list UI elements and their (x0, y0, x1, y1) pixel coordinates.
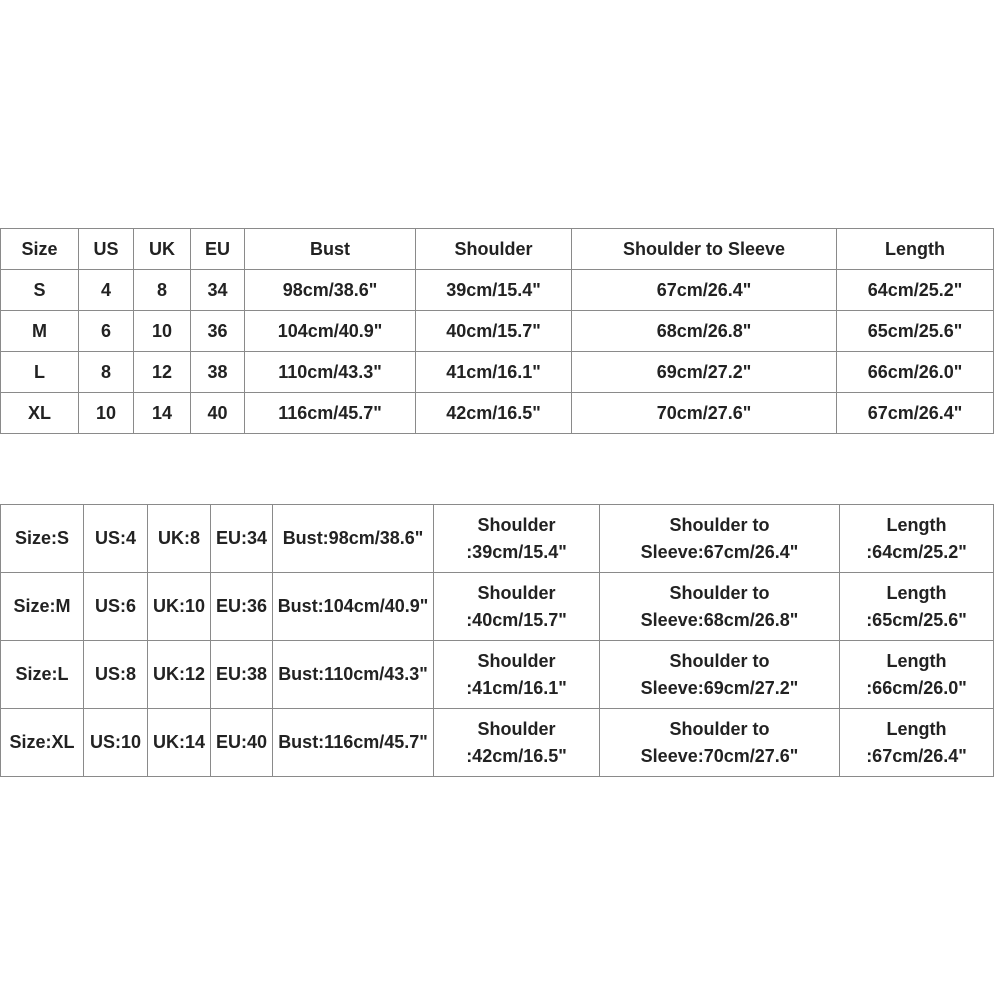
cell-shoulder (434, 709, 600, 777)
cell-sleeve-label: Shoulder to (669, 514, 770, 535)
header-eu: EU (191, 229, 245, 270)
table-row (1, 270, 994, 311)
cell-us: US:10 (84, 709, 148, 777)
table-header-row (1, 229, 994, 270)
cell-shoulder-to-sleeve (600, 641, 840, 709)
cell-eu: 36 (191, 311, 245, 352)
cell-size: M (1, 311, 79, 352)
cell-bust: Bust:104cm/40.9" (273, 573, 434, 641)
cell-shoulder-label: Shoulder (477, 718, 556, 739)
cell-us: 8 (79, 352, 134, 393)
table-row (1, 709, 994, 777)
cell-length: 67cm/26.4" (837, 393, 994, 434)
cell-us: 6 (79, 311, 134, 352)
cell-shoulder-value: :41cm/16.1" (466, 677, 567, 698)
cell-shoulder-to-sleeve: 70cm/27.6" (572, 393, 837, 434)
cell-uk: UK:12 (148, 641, 211, 709)
cell-shoulder-label: Shoulder (477, 582, 556, 603)
cell-uk: 12 (134, 352, 191, 393)
cell-length-label: Length (886, 582, 947, 603)
cell-length (840, 709, 994, 777)
header-shoulder: Shoulder (416, 229, 572, 270)
cell-bust: 104cm/40.9" (245, 311, 416, 352)
cell-length: 64cm/25.2" (837, 270, 994, 311)
cell-sleeve-value: Sleeve:69cm/27.2" (640, 677, 799, 698)
size-chart-labeled-table (0, 504, 994, 777)
cell-eu: EU:38 (211, 641, 273, 709)
header-uk: UK (134, 229, 191, 270)
cell-length-value: :64cm/25.2" (866, 541, 967, 562)
cell-shoulder-to-sleeve (600, 573, 840, 641)
cell-length-value: :67cm/26.4" (866, 745, 967, 766)
header-size: Size (1, 229, 79, 270)
cell-sleeve-label: Shoulder to (669, 718, 770, 739)
cell-us: 10 (79, 393, 134, 434)
header-length: Length (837, 229, 994, 270)
cell-eu: 34 (191, 270, 245, 311)
cell-length-label: Length (886, 650, 947, 671)
cell-length-label: Length (886, 718, 947, 739)
cell-uk: UK:10 (148, 573, 211, 641)
cell-size: S (1, 270, 79, 311)
cell-shoulder-to-sleeve: 68cm/26.8" (572, 311, 837, 352)
cell-shoulder (434, 573, 600, 641)
cell-size: L (1, 352, 79, 393)
cell-bust: Bust:110cm/43.3" (273, 641, 434, 709)
cell-sleeve-value: Sleeve:70cm/27.6" (640, 745, 799, 766)
cell-shoulder-value: :39cm/15.4" (466, 541, 567, 562)
header-shoulder-to-sleeve: Shoulder to Sleeve (572, 229, 837, 270)
cell-sleeve-label: Shoulder to (669, 650, 770, 671)
cell-shoulder: 41cm/16.1" (416, 352, 572, 393)
cell-length: 65cm/25.6" (837, 311, 994, 352)
cell-size: XL (1, 393, 79, 434)
cell-uk: UK:8 (148, 505, 211, 573)
cell-shoulder: 42cm/16.5" (416, 393, 572, 434)
cell-size: Size:L (1, 641, 84, 709)
cell-uk: 8 (134, 270, 191, 311)
cell-shoulder-to-sleeve (600, 709, 840, 777)
cell-uk: UK:14 (148, 709, 211, 777)
cell-us: US:8 (84, 641, 148, 709)
cell-shoulder-value: :42cm/16.5" (466, 745, 567, 766)
cell-sleeve-value: Sleeve:67cm/26.4" (640, 541, 799, 562)
cell-shoulder: 40cm/15.7" (416, 311, 572, 352)
cell-shoulder: 39cm/15.4" (416, 270, 572, 311)
cell-size: Size:M (1, 573, 84, 641)
cell-uk: 14 (134, 393, 191, 434)
table-row (1, 393, 994, 434)
cell-bust: 110cm/43.3" (245, 352, 416, 393)
cell-length-label: Length (886, 514, 947, 535)
cell-us: US:6 (84, 573, 148, 641)
table-row (1, 311, 994, 352)
cell-size: Size:S (1, 505, 84, 573)
table-row (1, 573, 994, 641)
table-row (1, 641, 994, 709)
cell-sleeve-value: Sleeve:68cm/26.8" (640, 609, 799, 630)
cell-bust: Bust:116cm/45.7" (273, 709, 434, 777)
header-us: US (79, 229, 134, 270)
cell-eu: 40 (191, 393, 245, 434)
cell-length-value: :65cm/25.6" (866, 609, 967, 630)
cell-eu: EU:36 (211, 573, 273, 641)
cell-shoulder-label: Shoulder (477, 514, 556, 535)
cell-shoulder-value: :40cm/15.7" (466, 609, 567, 630)
cell-length (840, 641, 994, 709)
cell-us: 4 (79, 270, 134, 311)
cell-length (840, 573, 994, 641)
cell-shoulder-label: Shoulder (477, 650, 556, 671)
cell-size: Size:XL (1, 709, 84, 777)
cell-uk: 10 (134, 311, 191, 352)
cell-eu: EU:34 (211, 505, 273, 573)
cell-shoulder-to-sleeve (600, 505, 840, 573)
cell-sleeve-label: Shoulder to (669, 582, 770, 603)
cell-length (840, 505, 994, 573)
cell-length: 66cm/26.0" (837, 352, 994, 393)
table-row (1, 505, 994, 573)
cell-length-value: :66cm/26.0" (866, 677, 967, 698)
cell-bust: 116cm/45.7" (245, 393, 416, 434)
cell-shoulder (434, 641, 600, 709)
cell-eu: EU:40 (211, 709, 273, 777)
table-row (1, 352, 994, 393)
cell-eu: 38 (191, 352, 245, 393)
cell-bust: Bust:98cm/38.6" (273, 505, 434, 573)
header-bust: Bust (245, 229, 416, 270)
cell-shoulder (434, 505, 600, 573)
cell-us: US:4 (84, 505, 148, 573)
cell-shoulder-to-sleeve: 67cm/26.4" (572, 270, 837, 311)
cell-shoulder-to-sleeve: 69cm/27.2" (572, 352, 837, 393)
size-chart-table (0, 228, 994, 434)
cell-bust: 98cm/38.6" (245, 270, 416, 311)
